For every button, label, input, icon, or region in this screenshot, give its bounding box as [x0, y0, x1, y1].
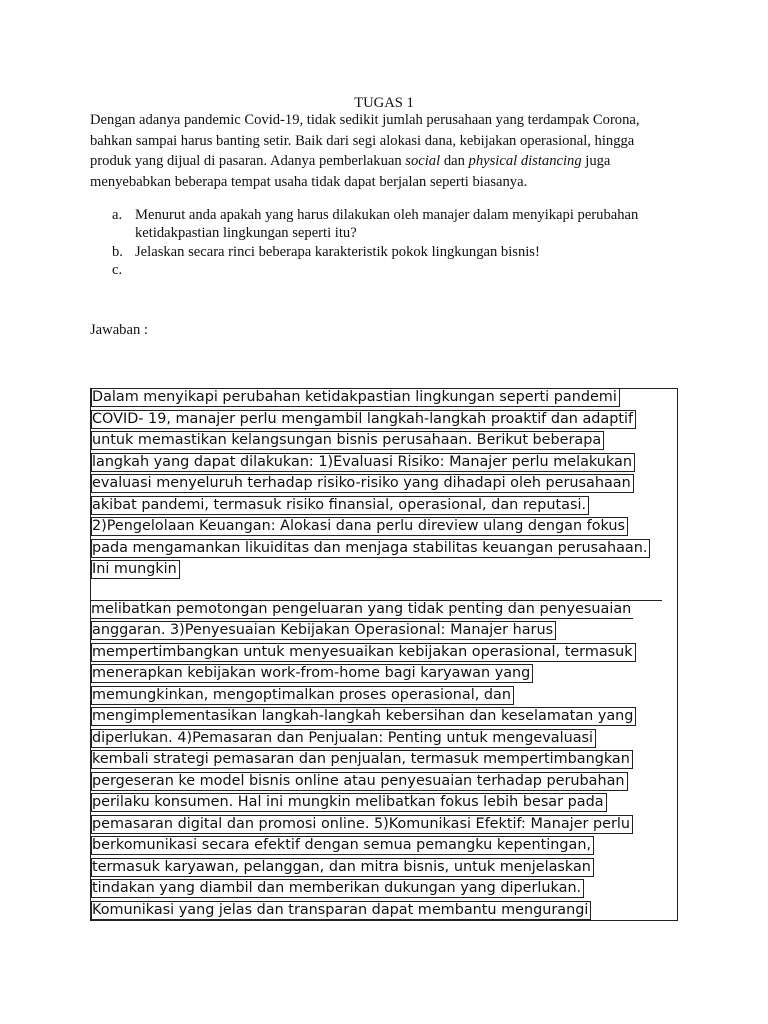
question-text: Jelaskan secara rinci beberapa karakteristik pokok lingkungan bisnis! — [135, 243, 540, 260]
answer-line-text: pada mengamankan likuiditas dan menjaga stabilitas keuangan perusahaan. — [91, 539, 650, 558]
answer-line — [91, 814, 681, 836]
answer-line — [91, 516, 681, 538]
answer-line — [91, 620, 681, 642]
answer-line — [91, 835, 681, 857]
answer-line-text: Ini mungkin — [91, 560, 180, 579]
answer-label: Jawaban : — [90, 322, 148, 338]
answer-line — [91, 642, 681, 664]
answer-line — [91, 663, 681, 685]
answer-line-text: langkah yang dapat dilakukan: 1)Evaluasi Risiko: Manajer perlu melakukan — [91, 453, 635, 472]
answer-gap — [91, 581, 681, 599]
answer-line — [91, 685, 681, 707]
question-item-b — [90, 243, 670, 261]
answer-line-text: memungkinkan, mengoptimalkan proses operasional, dan — [91, 686, 514, 705]
answer-line-text: menerapkan kebijakan work-from-home bagi karyawan yang — [91, 664, 533, 683]
answer-line — [91, 452, 681, 474]
question-marker: c. — [112, 262, 123, 279]
answer-line — [91, 473, 681, 495]
answer-line-text: kembali strategi pemasaran dan penjualan, termasuk mempertimbangkan — [91, 750, 633, 769]
answer-line-text: Dalam menyikapi perubahan ketidakpastian lingkungan seperti pandemi — [91, 388, 620, 407]
answer-line — [91, 559, 681, 581]
answer-line — [91, 538, 681, 560]
answer-line-text: melibatkan pemotongan pengeluaran yang tidak penting dan penyesuaian — [91, 600, 632, 617]
answer-line — [91, 878, 681, 900]
answer-line-text: Komunikasi yang jelas dan transparan dapat membantu mengurangi — [91, 901, 591, 920]
answer-line-text: mengimplementasikan langkah-langkah kebersihan dan keselamatan yang — [91, 707, 636, 726]
answer-line-text: pergeseran ke model bisnis online atau penyesuaian terhadap perubahan — [91, 772, 628, 791]
answer-text — [91, 387, 681, 921]
answer-line-text: diperlukan. 4)Pemasaran dan Penjualan: Penting untuk mengevaluasi — [91, 729, 596, 748]
answer-line-text: COVID- 19, manajer perlu mengambil langkah-langkah proaktif dan adaptif — [91, 410, 636, 429]
answer-line-text: evaluasi menyeluruh terhadap risiko-risiko yang dihadapi oleh perusahaan — [91, 474, 634, 493]
answer-line-text: anggaran. 3)Penyesuaian Kebijakan Operasional: Manajer harus — [91, 621, 556, 640]
intro-italic-social: social — [405, 153, 441, 170]
answer-line-text: akibat pandemi, termasuk risiko finansial, operasional, dan reputasi. — [91, 496, 589, 515]
question-item-a — [90, 206, 670, 243]
answer-line-text: perilaku konsumen. Hal ini mungkin melibatkan fokus lebih besar pada — [91, 793, 607, 812]
question-marker: b. — [112, 243, 123, 260]
answer-line — [91, 387, 681, 409]
question-list — [90, 206, 670, 280]
intro-text-part-1: Dengan adanya pandemic Covid-19, tidak sedikit jumlah perusahaan yang terdampak Corona, bahkan sampai harus banting setir. Baik dari segi alokasi dana, kebijakan operasional, hingga produk yang dijual di pasaran. Adanya pemberlakuan — [90, 112, 640, 170]
page-title: TUGAS 1 — [354, 95, 414, 111]
answer-line-text: 2)Pengelolaan Keuangan: Alokasi dana perlu direview ulang dengan fokus — [91, 517, 628, 536]
intro-italic-physical-distancing: physical distancing — [468, 153, 582, 170]
intro-text-part-3: juga menyebabkan beberapa tempat usaha tidak dapat berjalan seperti biasanya. — [90, 153, 611, 190]
answer-line — [91, 728, 681, 750]
answer-line-text: berkomunikasi secara efektif dengan semua pemangku kepentingan, — [91, 836, 594, 855]
answer-line-text: termasuk karyawan, pelanggan, dan mitra bisnis, untuk menjelaskan — [91, 858, 594, 877]
answer-line — [91, 900, 681, 922]
answer-line-text: untuk memastikan kelangsungan bisnis perusahaan. Berikut beberapa — [91, 431, 604, 450]
question-item-c — [90, 261, 670, 279]
answer-line — [91, 599, 681, 621]
intro-text — [90, 110, 670, 192]
answer-line — [91, 792, 681, 814]
intro-paragraph — [90, 110, 670, 192]
intro-text-part-2: dan — [440, 153, 469, 170]
answer-line-text: tindakan yang diambil dan memberikan dukungan yang diperlukan. — [91, 879, 584, 898]
question-marker: a. — [112, 207, 123, 223]
answer-line — [91, 749, 681, 771]
answer-line — [91, 430, 681, 452]
answer-line-text: mempertimbangkan untuk menyesuaikan kebijakan operasional, termasuk — [91, 643, 636, 662]
answer-line — [91, 706, 681, 728]
answer-line — [91, 771, 681, 793]
answer-line — [91, 409, 681, 431]
answer-line-text: pemasaran digital dan promosi online. 5)Komunikasi Efektif: Manajer perlu — [91, 815, 633, 834]
answer-line — [91, 857, 681, 879]
answer-line — [91, 495, 681, 517]
question-text: Menurut anda apakah yang harus dilakukan oleh manajer dalam menyikapi perubahan ketidakpastian lingkungan seperti itu? — [135, 207, 639, 242]
